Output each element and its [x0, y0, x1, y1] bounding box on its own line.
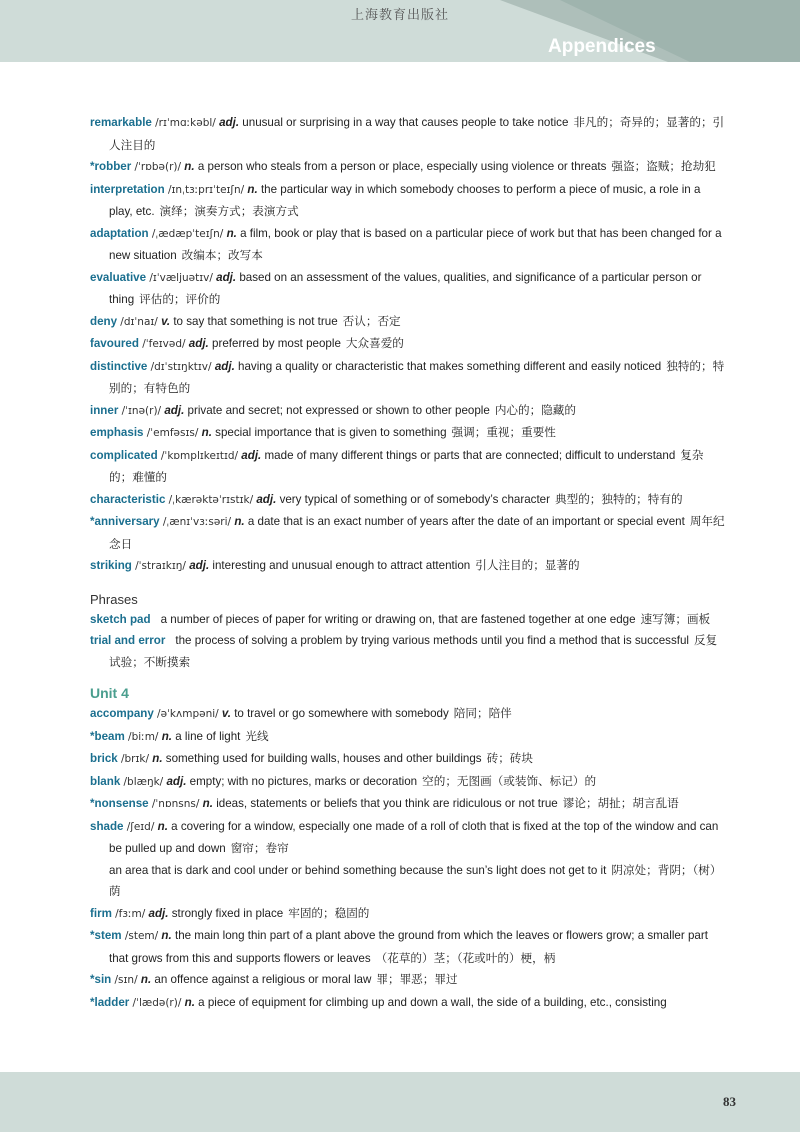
glossary-entry — [90, 793, 726, 816]
entry-pronunciation: /dɪˈnaɪ/ — [120, 315, 158, 328]
entry-definition: strongly fixed in place — [171, 906, 284, 920]
entry-pronunciation: /əˈkʌmpəni/ — [157, 708, 219, 720]
entry-translation: 窗帘；卷帘 — [230, 842, 289, 855]
glossary-entry — [90, 400, 726, 423]
phrase-entry — [90, 609, 726, 631]
glossary-entry — [90, 992, 726, 1015]
entry-pronunciation: /ˈemfəsɪs/ — [146, 427, 199, 439]
entry-pronunciation: /ˈrɒbə(r)/ — [134, 161, 182, 173]
glossary-entry — [90, 156, 726, 179]
entry-pronunciation: /ˈnɒnsns/ — [151, 798, 200, 810]
entry-definition: made of many different things or parts that are connected; difficult to understand — [264, 448, 676, 462]
entry-part-of-speech: n. — [226, 226, 237, 240]
phrase-definition: the process of solving a problem by trying various methods until you find a method that is successful — [175, 634, 689, 647]
glossary-entry — [90, 925, 726, 969]
entry-part-of-speech: n. — [161, 729, 173, 743]
entry-part-of-speech: n. — [247, 182, 258, 196]
entry-part-of-speech: adj. — [166, 774, 187, 788]
entry-pronunciation: /fɜːm/ — [115, 907, 146, 920]
entry-definition: a date that is an exact number of years after the date of an important or special event — [247, 515, 685, 528]
entry-part-of-speech: adj. — [164, 403, 185, 417]
entry-translation: 复杂的；难懂的 — [109, 448, 704, 484]
entry-pronunciation: /ʃeɪd/ — [126, 820, 155, 833]
entry-pronunciation: /ˌædæpˈteɪʃn/ — [151, 227, 224, 240]
glossary-entry — [90, 112, 726, 156]
entry-translation: 否认；否定 — [342, 314, 401, 328]
entry-pronunciation: /ɪˈvæljuətɪv/ — [149, 271, 213, 284]
entry-pronunciation: /brɪk/ — [120, 753, 149, 765]
entry-translation: 演绎；演奏方式；表演方式 — [159, 205, 299, 218]
entry-headword: nonsense — [94, 797, 149, 810]
entry-second-sense — [109, 860, 726, 903]
entry-pronunciation: /rɪˈmɑːkəbl/ — [155, 117, 216, 129]
entry-headword: remarkable — [90, 116, 152, 129]
entry-star: * — [90, 729, 95, 743]
entry-pronunciation: /blæŋk/ — [123, 775, 164, 788]
entry-pronunciation: /ˈkɒmplɪkeɪtɪd/ — [160, 449, 239, 462]
entry-headword: blank — [90, 774, 121, 788]
entry-translation: （花草的）茎；（花或叶的）梗，柄 — [375, 951, 556, 965]
glossary-entry — [90, 771, 726, 794]
section-tab-appendices: Appendices — [548, 36, 656, 57]
entry-translation: 陪同；陪伴 — [453, 707, 512, 720]
entry-part-of-speech: n. — [161, 929, 172, 942]
entry-pronunciation: /ˌænɪˈvɜːsəri/ — [162, 516, 232, 528]
entry-part-of-speech: adj. — [256, 492, 277, 506]
glossary-content — [90, 112, 726, 1014]
entry-translation: 非凡的；奇异的；显著的；引人注目的 — [109, 116, 725, 152]
entry-pronunciation: /dɪˈstɪŋktɪv/ — [150, 360, 212, 373]
entry-translation: 周年纪念日 — [109, 515, 725, 551]
glossary-entry — [90, 726, 726, 749]
entry-headword: favoured — [90, 337, 139, 350]
entry-part-of-speech: n. — [140, 973, 152, 986]
entry-definition: an offence against a religious or moral law — [154, 973, 372, 986]
entry-pronunciation: /sɪn/ — [114, 974, 138, 986]
entry-headword: sin — [94, 973, 112, 986]
entry-part-of-speech: n. — [201, 426, 212, 439]
entry-part-of-speech: adj. — [214, 359, 235, 373]
entry-list-unit4 — [90, 703, 726, 1014]
entry-definition: based on an assessment of the values, qualities, and significance of a particular person or thing — [109, 270, 702, 306]
entry-definition: very typical of something or of somebody’s character — [279, 492, 550, 506]
entry-definition: empty; with no pictures, marks or decoration — [189, 774, 418, 788]
entry-translation: 典型的；独特的；特有的 — [555, 492, 683, 506]
entry-translation: 独特的；特别的；有特色的 — [109, 359, 725, 395]
entry-translation: 大众喜爱的 — [345, 337, 404, 350]
entry-translation: 阴凉处；背阴；（树）荫 — [109, 863, 722, 898]
entry-pronunciation: /biːm/ — [128, 730, 159, 743]
entry-translation: 谬论；胡扯；胡言乱语 — [562, 797, 679, 810]
phrase-entry — [90, 630, 726, 673]
entry-pronunciation: /ˈfeɪvəd/ — [142, 338, 186, 350]
unit-heading: Unit 4 — [90, 685, 129, 701]
entry-headword: deny — [90, 314, 118, 328]
entry-pronunciation: /ɪnˌtɜːprɪˈteɪʃn/ — [167, 183, 245, 196]
entry-star: * — [90, 160, 95, 173]
entry-definition: having a quality or characteristic that makes something different and easily noticed — [238, 359, 662, 373]
entry-definition: private and secret; not expressed or shown to other people — [187, 403, 490, 417]
entry-definition: an area that is dark and cool under or behind something because the sun’s light does not get to it — [109, 863, 607, 877]
entry-translation: 砖；砖块 — [486, 752, 533, 765]
entry-part-of-speech: n. — [234, 515, 245, 528]
entry-translation: 光线 — [245, 729, 269, 743]
phrase-translation: 速写簿；画板 — [640, 612, 711, 626]
phrases-label: Phrases — [90, 591, 138, 607]
entry-part-of-speech: adj. — [189, 559, 210, 572]
entry-star: * — [90, 515, 95, 528]
entry-headword: stem — [94, 929, 122, 942]
entry-part-of-speech: v. — [161, 314, 171, 328]
glossary-entry — [90, 816, 726, 903]
glossary-entry — [90, 445, 726, 489]
entry-definition: a covering for a window, especially one made of a roll of cloth that is fixed at the top of the window and can be pulled up and down — [109, 819, 719, 855]
entry-pronunciation: /ˈstraɪkɪŋ/ — [135, 560, 186, 572]
entry-pronunciation: /ˌkærəktəˈrɪstɪk/ — [168, 493, 254, 506]
phrase-translation: 反复试验；不断摸索 — [109, 634, 718, 669]
entry-part-of-speech: v. — [221, 707, 231, 720]
entry-definition: the main long thin part of a plant above the ground from which the leaves or flowers grow; a smaller part that grows from this and supports flowers or leaves — [109, 929, 708, 965]
phrase-list — [90, 609, 726, 674]
entry-translation: 内心的；隐藏的 — [494, 403, 576, 417]
glossary-entry — [90, 703, 726, 726]
entry-pronunciation: /ˈɪnə(r)/ — [121, 404, 162, 417]
entry-translation: 强盗；盗贼；抢劫犯 — [611, 160, 716, 173]
entry-star: * — [90, 973, 95, 986]
entry-headword: interpretation — [90, 182, 165, 196]
entry-definition: a line of light — [175, 729, 241, 743]
glossary-entry — [90, 969, 726, 992]
entry-part-of-speech: n. — [184, 160, 195, 173]
entry-list-unit3 — [90, 112, 726, 578]
entry-part-of-speech: adj. — [148, 906, 169, 920]
entry-definition: a piece of equipment for climbing up and down a wall, the side of a building, etc., consisting — [198, 995, 667, 1009]
entry-headword: robber — [94, 160, 132, 173]
entry-headword: complicated — [90, 448, 158, 462]
entry-part-of-speech: n. — [157, 819, 168, 833]
entry-definition: something used for building walls, houses and other buildings — [165, 752, 482, 765]
entry-headword: characteristic — [90, 492, 166, 506]
glossary-entry — [90, 555, 726, 578]
phrase-headword: trial and error — [90, 634, 166, 647]
entry-translation: 引人注目的；显著的 — [475, 559, 580, 572]
entry-headword: beam — [94, 729, 125, 743]
phrase-headword: sketch pad — [90, 612, 151, 626]
entry-headword: accompany — [90, 707, 154, 720]
publisher-name: 上海教育出版社 — [350, 7, 449, 22]
phrase-definition: a number of pieces of paper for writing or drawing on, that are fastened together at one edge — [160, 612, 636, 626]
glossary-entry — [90, 311, 726, 334]
entry-star: * — [90, 797, 95, 810]
entry-headword: brick — [90, 752, 118, 765]
entry-translation: 评估的；评价的 — [139, 293, 221, 306]
glossary-entry — [90, 511, 726, 555]
entry-part-of-speech: n. — [202, 797, 213, 810]
entry-definition: preferred by most people — [212, 337, 341, 350]
entry-translation: 空的；无图画（或装饰、标记）的 — [422, 774, 597, 788]
entry-part-of-speech: adj. — [241, 448, 262, 462]
entry-headword: ladder — [94, 995, 130, 1009]
glossary-entry — [90, 489, 726, 512]
entry-headword: inner — [90, 403, 119, 417]
entry-headword: shade — [90, 819, 124, 833]
entry-definition: unusual or surprising in a way that causes people to take notice — [242, 116, 569, 129]
entry-part-of-speech: adj. — [216, 270, 237, 284]
glossary-entry — [90, 223, 726, 267]
entry-translation: 强调；重视；重要性 — [451, 426, 556, 439]
entry-definition: to say that something is not true — [173, 314, 338, 328]
entry-headword: emphasis — [90, 426, 144, 439]
entry-definition: to travel or go somewhere with somebody — [234, 707, 449, 720]
entry-definition: a film, book or play that is based on a particular piece of work but that has been changed for a new situation — [109, 226, 722, 262]
glossary-entry — [90, 356, 726, 400]
entry-definition: interesting and unusual enough to attract attention — [212, 559, 471, 572]
entry-part-of-speech: n. — [152, 752, 163, 765]
entry-pronunciation: /ˈlædə(r)/ — [132, 996, 182, 1009]
entry-headword: distinctive — [90, 359, 148, 373]
entry-translation: 改编本；改写本 — [181, 249, 263, 262]
entry-headword: firm — [90, 906, 112, 920]
glossary-entry — [90, 422, 726, 445]
entry-part-of-speech: adj. — [188, 337, 209, 350]
entry-headword: striking — [90, 559, 132, 572]
entry-star: * — [90, 995, 95, 1009]
entry-translation: 牢固的；稳固的 — [288, 906, 370, 920]
glossary-entry — [90, 903, 726, 926]
entry-headword: anniversary — [94, 515, 160, 528]
glossary-entry — [90, 333, 726, 356]
entry-part-of-speech: n. — [184, 995, 195, 1009]
entry-definition: special importance that is given to something — [215, 426, 447, 439]
glossary-entry — [90, 748, 726, 771]
entry-definition: a person who steals from a person or place, especially using violence or threats — [197, 160, 607, 173]
entry-definition: the particular way in which somebody chooses to perform a piece of music, a role in a play, etc. — [109, 182, 701, 218]
entry-part-of-speech: adj. — [219, 116, 240, 129]
page-number: 83 — [723, 1094, 736, 1109]
entry-translation: 罪；罪恶；罪过 — [376, 973, 458, 986]
glossary-entry — [90, 267, 726, 311]
entry-star: * — [90, 929, 95, 942]
entry-definition: ideas, statements or beliefs that you think are ridiculous or not true — [216, 797, 558, 810]
entry-pronunciation: /stem/ — [124, 930, 159, 942]
glossary-entry — [90, 179, 726, 223]
entry-headword: adaptation — [90, 226, 149, 240]
entry-headword: evaluative — [90, 270, 147, 284]
